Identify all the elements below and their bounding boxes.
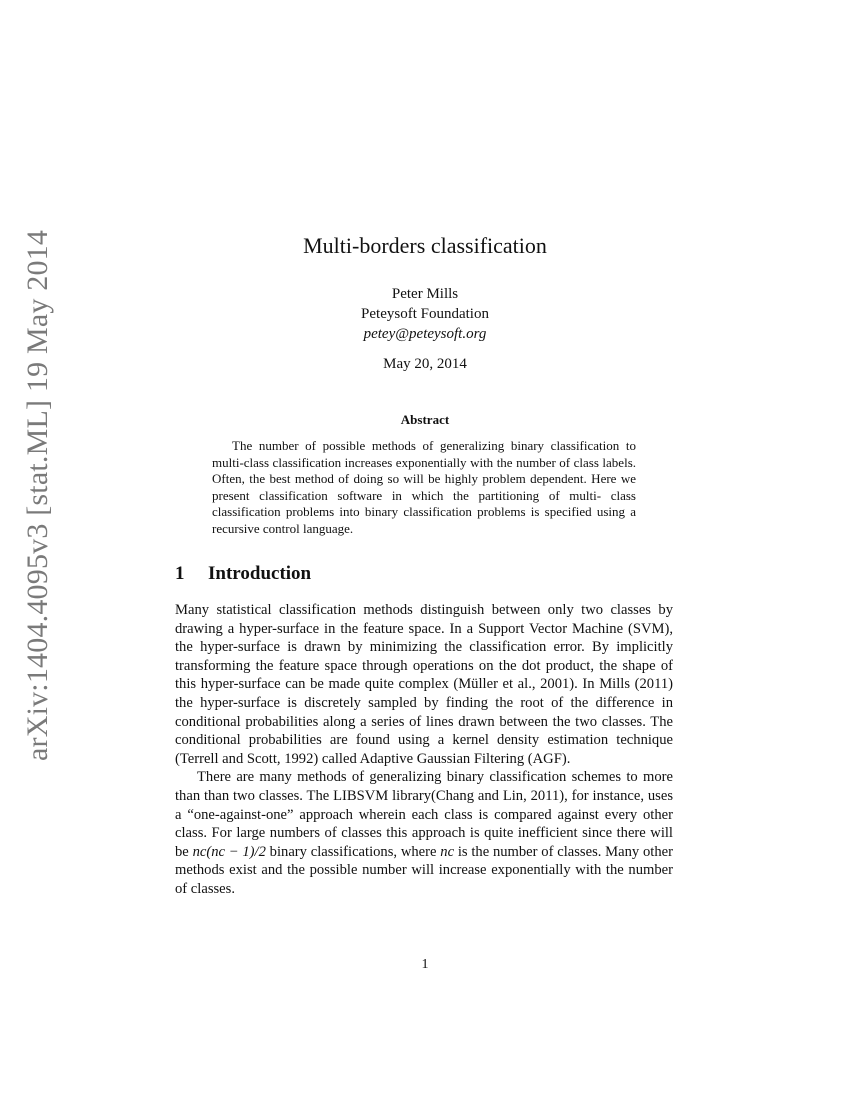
paragraph-2-part-1: There are many methods of generalizing binary classification schemes to more than than two classes. The LIBSVM library(Chang and Lin, 2011), for instance, uses a “one-against-one” approach wherein each class is compared against every other class. For large numbers of classes this approach is quite inefficient since there will be bbox=[175, 769, 673, 860]
author-block bbox=[0, 284, 850, 344]
abstract-heading: Abstract bbox=[400, 412, 450, 427]
paper-title: Multi-borders classification bbox=[303, 233, 547, 258]
paragraph-2-part-3: is the number of classes. Many other methods exist and the possible number will increase exponentially with the number of classes. bbox=[175, 843, 673, 897]
abstract-text: The number of possible methods of generalizing binary classification to multi-class classification increases exponentially with the number of class labels. Often, the best method of doing so will be highly problem dependent. Here we present classification software in which the partitioning of multi- class classification problems into binary classification problems is specified using a recursive control language. bbox=[212, 438, 636, 536]
author-email: petey@peteysoft.org bbox=[363, 326, 487, 342]
arxiv-identifier-stamp: arXiv:1404.4095v3 [stat.ML] 19 May 2014 bbox=[21, 229, 54, 761]
page-number: 1 bbox=[421, 957, 429, 972]
paragraph-2-part-2: binary classifications, where bbox=[265, 843, 441, 860]
paragraph-2 bbox=[175, 768, 673, 898]
paragraph-1: Many statistical classification methods distinguish between only two classes by drawing a hyper-surface in the feature space. In a Support Vector Machine (SVM), the hyper-surface is drawn by minimizing the classification error. By implicitly transforming the feature space through operations on the dot product, the shape of this hyper-surface can be made quite complex (Müller et al., 2001). In Mills (2011) the hyper-surface is discretely sampled by finding the root of the difference in conditional probabilities along a series of lines drawn between the two classes. The conditional probabilities are found using a kernel density estimation technique (Terrell and Scott, 1992) called Adaptive Gaussian Filtering (AGF). bbox=[175, 602, 673, 767]
paper-date: May 20, 2014 bbox=[383, 356, 467, 372]
section-number: 1 bbox=[175, 563, 185, 584]
section-title: Introduction bbox=[208, 563, 312, 584]
author-name: Peter Mills bbox=[391, 286, 459, 302]
binary-classification-count-formula: nc(nc − 1)/2 bbox=[192, 843, 266, 860]
body-text bbox=[175, 601, 673, 899]
author-affiliation: Peteysoft Foundation bbox=[361, 306, 489, 322]
section-heading bbox=[175, 563, 311, 585]
class-count-symbol: nc bbox=[440, 843, 455, 860]
